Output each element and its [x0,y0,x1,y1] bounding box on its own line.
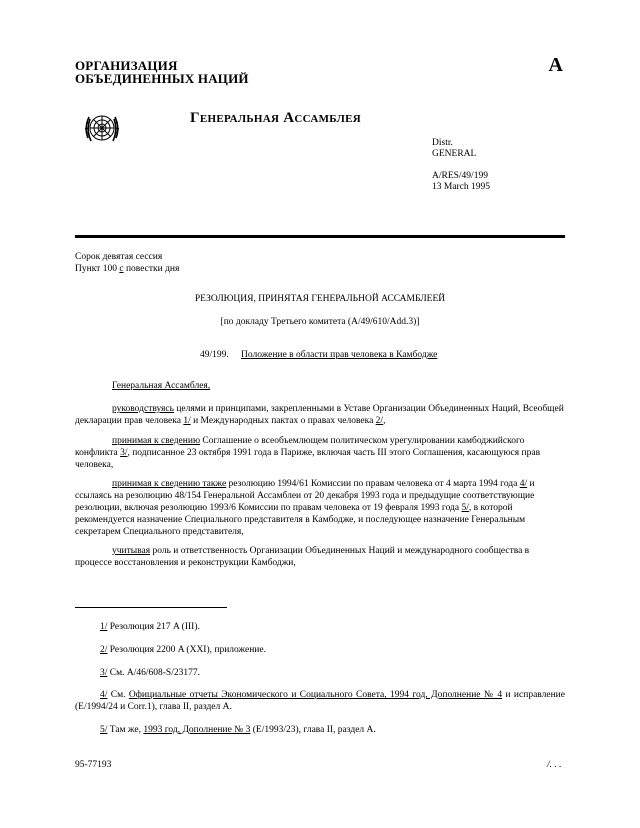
p2-text: Соглашение о всеобъемлющем политическом урегулировании камбоджийского конфликта [75,436,525,458]
p1-end: , [383,416,386,426]
p2-lead: принимая к сведению [112,436,201,446]
paragraph-1 [75,403,565,427]
un-emblem-icon [82,108,122,148]
p1-footnote-ref-2: 2/ [375,416,384,426]
agenda-item [75,263,179,275]
org-line1: ОРГАНИЗАЦИЯ [75,58,178,73]
distribution-block [432,138,490,193]
p3-lead: принимая к сведению также [112,479,227,489]
agenda-letter: c [119,264,124,274]
footnote-3-text: См. A/46/608-S/23177. [107,668,200,678]
session-info [75,251,179,275]
p2-end: , подписанное 23 октября 1991 года в Париже, включая часть III этого Соглашения, касающуюся прав человека, [75,448,541,470]
resolution-number: 49/199. [200,350,229,360]
footnote-4-number: 4/ [100,690,108,700]
doc-series-letter: A [548,54,563,76]
p3-mid: и ссылаясь на резолюцию 48/154 Генеральной Ассамблеи от 20 декабря 1993 года и предыдущие соответствующие резолюции, включая резолюцию 1993/6 Комиссии по правам человека от 19 февраля 1993 года [75,479,535,513]
distr-label: Distr. [432,138,453,148]
footnote-1-text: Резолюция 217 A (III). [107,622,200,632]
distr-value: GENERAL [432,149,477,159]
p3-end: , в которой рекомендуется назначение Специального представителя в Камбодже, и последующее назначение Генеральным секретарем Специального представителя, [75,503,526,537]
footnote-4-source: Официальные отчеты Экономического и Социального Совета, 1994 год, Дополнение № 4 [128,690,503,700]
doc-symbol: A/RES/49/199 [432,171,488,181]
document-code: 95-77193 [75,760,112,770]
header-divider [75,235,565,238]
org-name [75,59,249,85]
assembly-line [75,380,565,392]
footnote-5 [100,724,376,736]
p1-text: целями и принципами, закрепленными в Уставе Организации Объединенных Наций, Всеобщей декларации прав человека [75,404,564,426]
p3-footnote-ref-2: 5/ [461,503,469,513]
p3-footnote-ref: 4/ [519,479,528,489]
agenda-prefix: Пункт 100 [75,264,120,274]
footnote-4-prefix: См. [107,690,129,700]
session-line: Сорок девятая сессия [75,252,163,262]
continued-marker: /. . . [547,760,562,770]
footnote-2-number: 2/ [100,645,108,655]
footnote-5-rest: (E/1993/23), глава II, раздел A. [250,725,376,735]
footnote-3 [100,667,200,679]
footnote-3-number: 3/ [100,668,108,678]
p3-text: резолюцию 1994/61 Комиссии по правам человека от 4 марта 1994 года [226,479,520,489]
footnote-5-number: 5/ [100,725,108,735]
paragraph-3 [75,478,565,538]
resolution-heading: РЕЗОЛЮЦИЯ, ПРИНЯТАЯ ГЕНЕРАЛЬНОЙ АССАМБЛЕЕЙ [194,294,446,304]
agenda-suffix: повестки дня [123,264,180,274]
footnote-1-number: 1/ [100,622,108,632]
footnote-2-text: Резолюция 2200 A (XXI), приложение. [107,645,266,655]
footnote-5-source: 1993 год, Дополнение № 3 [143,725,251,735]
footnote-4-rest: и исправление (E/1994/24 и Corr.1), глава II, раздел A. [75,690,565,712]
paragraph-2 [75,435,565,471]
footnote-divider [75,607,227,608]
p4-text: роль и ответственность Организации Объединенных Наций и международного сообщества в процессе восстановления и реконструкции Камбоджи, [75,546,530,568]
committee-report: [по докладу Третьего комитета (A/49/610/Add.3)] [220,317,420,327]
resolution-title: Положение в области прав человека в Камбодже [241,350,438,360]
paragraph-4 [75,545,565,569]
p4-lead: учитывая [112,546,151,556]
footnote-4 [75,689,565,713]
doc-date: 13 March 1995 [432,182,491,192]
p1-lead: руководствуясь [112,404,174,414]
p1-footnote-ref: 1/ [183,416,191,426]
footnote-5-prefix: Там же, [107,725,144,735]
footnote-2 [100,644,266,656]
p2-footnote-ref: 3/ [120,448,128,458]
assembly-text: Генеральная Ассамблея, [112,381,211,391]
footnote-1 [100,621,200,633]
p1-mid: и Международных пактах о правах человека [190,416,376,426]
org-line2: ОБЪЕДИНЕННЫХ НАЦИЙ [75,71,249,86]
body-name: Генеральная Ассамблея [190,110,361,126]
